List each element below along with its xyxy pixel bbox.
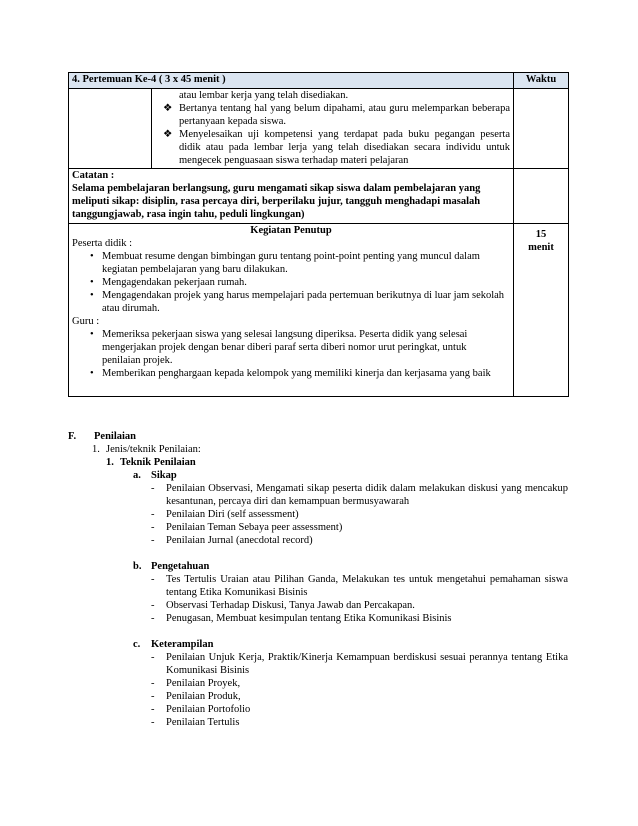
list-item: - Penilaian Diri (self assessment)	[151, 509, 299, 520]
list-item: - Penilaian Produk,	[151, 691, 241, 702]
section-heading	[68, 430, 568, 443]
list-item: - Tes Tertulis Uraian atau Pilihan Ganda, Melakukan tes untuk mengetahui pemahaman siswa tentang Etika Komunikasi Bisinis	[151, 574, 568, 598]
item-heading: 1. Jenis/teknik Penilaian:	[92, 444, 201, 455]
core-bullet-text: Menyelesaikan uji kompetensi yang terdapat pada buku pegangan peserta didik atau pada lembar lerja yang telah disediakan secara individu untuk mengecek penguasaan siswa terhadap materi pelajaran	[179, 129, 510, 166]
core-activity-inner	[69, 89, 513, 168]
catatan-time-cell	[514, 169, 569, 224]
closing-cell	[69, 224, 514, 397]
closing-time-cell	[514, 224, 569, 397]
core-activity-cell	[69, 89, 514, 169]
list-item: - Penilaian Unjuk Kerja, Praktik/Kinerja Kemampuan berdiskusi sesuai perannya tentang Etika Komunikasi Bisinis	[151, 652, 568, 676]
diamond-bullet-icon: ❖	[163, 103, 173, 114]
list-item: • Memeriksa pekerjaan siswa yang selesai langsung diperiksa. Peserta didik yang selesai mengerjakan projek dengan benar diberi paraf serta diberi nomor urut peringkat, untuk penilaian projek.	[90, 329, 468, 366]
closing-time-unit: menit	[528, 242, 554, 253]
dot-bullet-icon: •	[90, 290, 94, 301]
dot-bullet-icon: •	[90, 329, 94, 340]
section-title: Penilaian	[94, 431, 137, 442]
peserta-label: Peserta didik :	[72, 238, 133, 249]
core-bullet	[157, 128, 510, 167]
group-heading-pengetahuan: b. Pengetahuan	[133, 561, 210, 572]
list-item: • Memberikan penghargaan kepada kelompok yang memiliki kinerja dan kerjasama yang baik	[90, 368, 491, 379]
core-bullet	[157, 102, 510, 128]
dot-bullet-icon: •	[90, 368, 94, 379]
catatan-cell	[69, 169, 514, 224]
catatan-row	[69, 169, 569, 224]
list-item: • Mengagendakan pekerjaan rumah.	[90, 277, 247, 288]
list-item: • Membuat resume dengan bimbingan guru tentang point-point penting yang muncul dalam kegiatan pembelajaran yang baru dilakukan.	[90, 251, 480, 275]
peserta-list	[72, 250, 510, 315]
group-heading-keterampilan: c. Keterampilan	[133, 639, 214, 650]
closing-row	[69, 224, 569, 397]
catatan-title: Catatan :	[72, 170, 115, 181]
list-item: - Penilaian Portofolio	[151, 704, 251, 715]
subitem-heading: 1. Teknik Penilaian	[106, 457, 196, 468]
list-item: • Mengagendakan projek yang harus mempelajari pada pertemuan berikutnya di luar jam sekolah atau dirumah.	[90, 290, 505, 314]
group-heading-sikap: a. Sikap	[133, 470, 177, 481]
core-line-top: atau lembar kerja yang telah disediakan.	[179, 90, 349, 101]
diamond-bullet-icon: ❖	[163, 129, 173, 140]
guru-label: Guru :	[72, 316, 100, 327]
dot-bullet-icon: •	[90, 277, 94, 288]
lesson-activity-table	[68, 72, 569, 397]
section-letter: F.	[68, 431, 77, 442]
closing-time-value: 15	[535, 229, 547, 240]
catatan-text: Selama pembelajaran berlangsung, guru mengamati sikap siswa dalam pembelajaran yang meliputi sikap: disiplin, rasa percaya diri, berperilaku jujur, tangguh menghadapi masalah tanggungjawab, rasa ingin tahu, peduli lingkungan)	[72, 183, 481, 220]
list-item: - Penugasan, Membuat kesimpulan tentang Etika Komunikasi Bisinis	[151, 613, 452, 624]
closing-title: Kegiatan Penutup	[250, 225, 332, 236]
guru-list	[72, 328, 510, 380]
core-time-cell	[514, 89, 569, 169]
core-bullet-text: Bertanya tentang hal yang belum dipahami, atau guru melemparkan beberapa pertanyaan kepada siswa.	[179, 103, 510, 127]
time-header: Waktu	[514, 73, 569, 89]
dot-bullet-icon: •	[90, 251, 94, 262]
table-header-row	[69, 73, 569, 89]
penilaian-section	[68, 430, 568, 729]
list-item: - Penilaian Teman Sebaya peer assessment)	[151, 522, 343, 533]
list-item: - Penilaian Proyek,	[151, 678, 241, 689]
core-activity-content	[152, 89, 514, 168]
core-activity-blank-column	[69, 89, 152, 168]
meeting-header: 4. Pertemuan Ke-4 ( 3 x 45 menit )	[69, 73, 514, 89]
list-item: - Penilaian Observasi, Mengamati sikap peserta didik dalam melakukan diskusi yang mencakup kesantunan, percaya diri dan kemampuan bermusyawarah	[151, 483, 568, 507]
list-item: - Observasi Terhadap Diskusi, Tanya Jawab dan Percakapan.	[151, 600, 415, 611]
list-item: - Penilaian Tertulis	[151, 717, 240, 728]
core-activity-row	[69, 89, 569, 169]
list-item: - Penilaian Jurnal (anecdotal record)	[151, 535, 313, 546]
